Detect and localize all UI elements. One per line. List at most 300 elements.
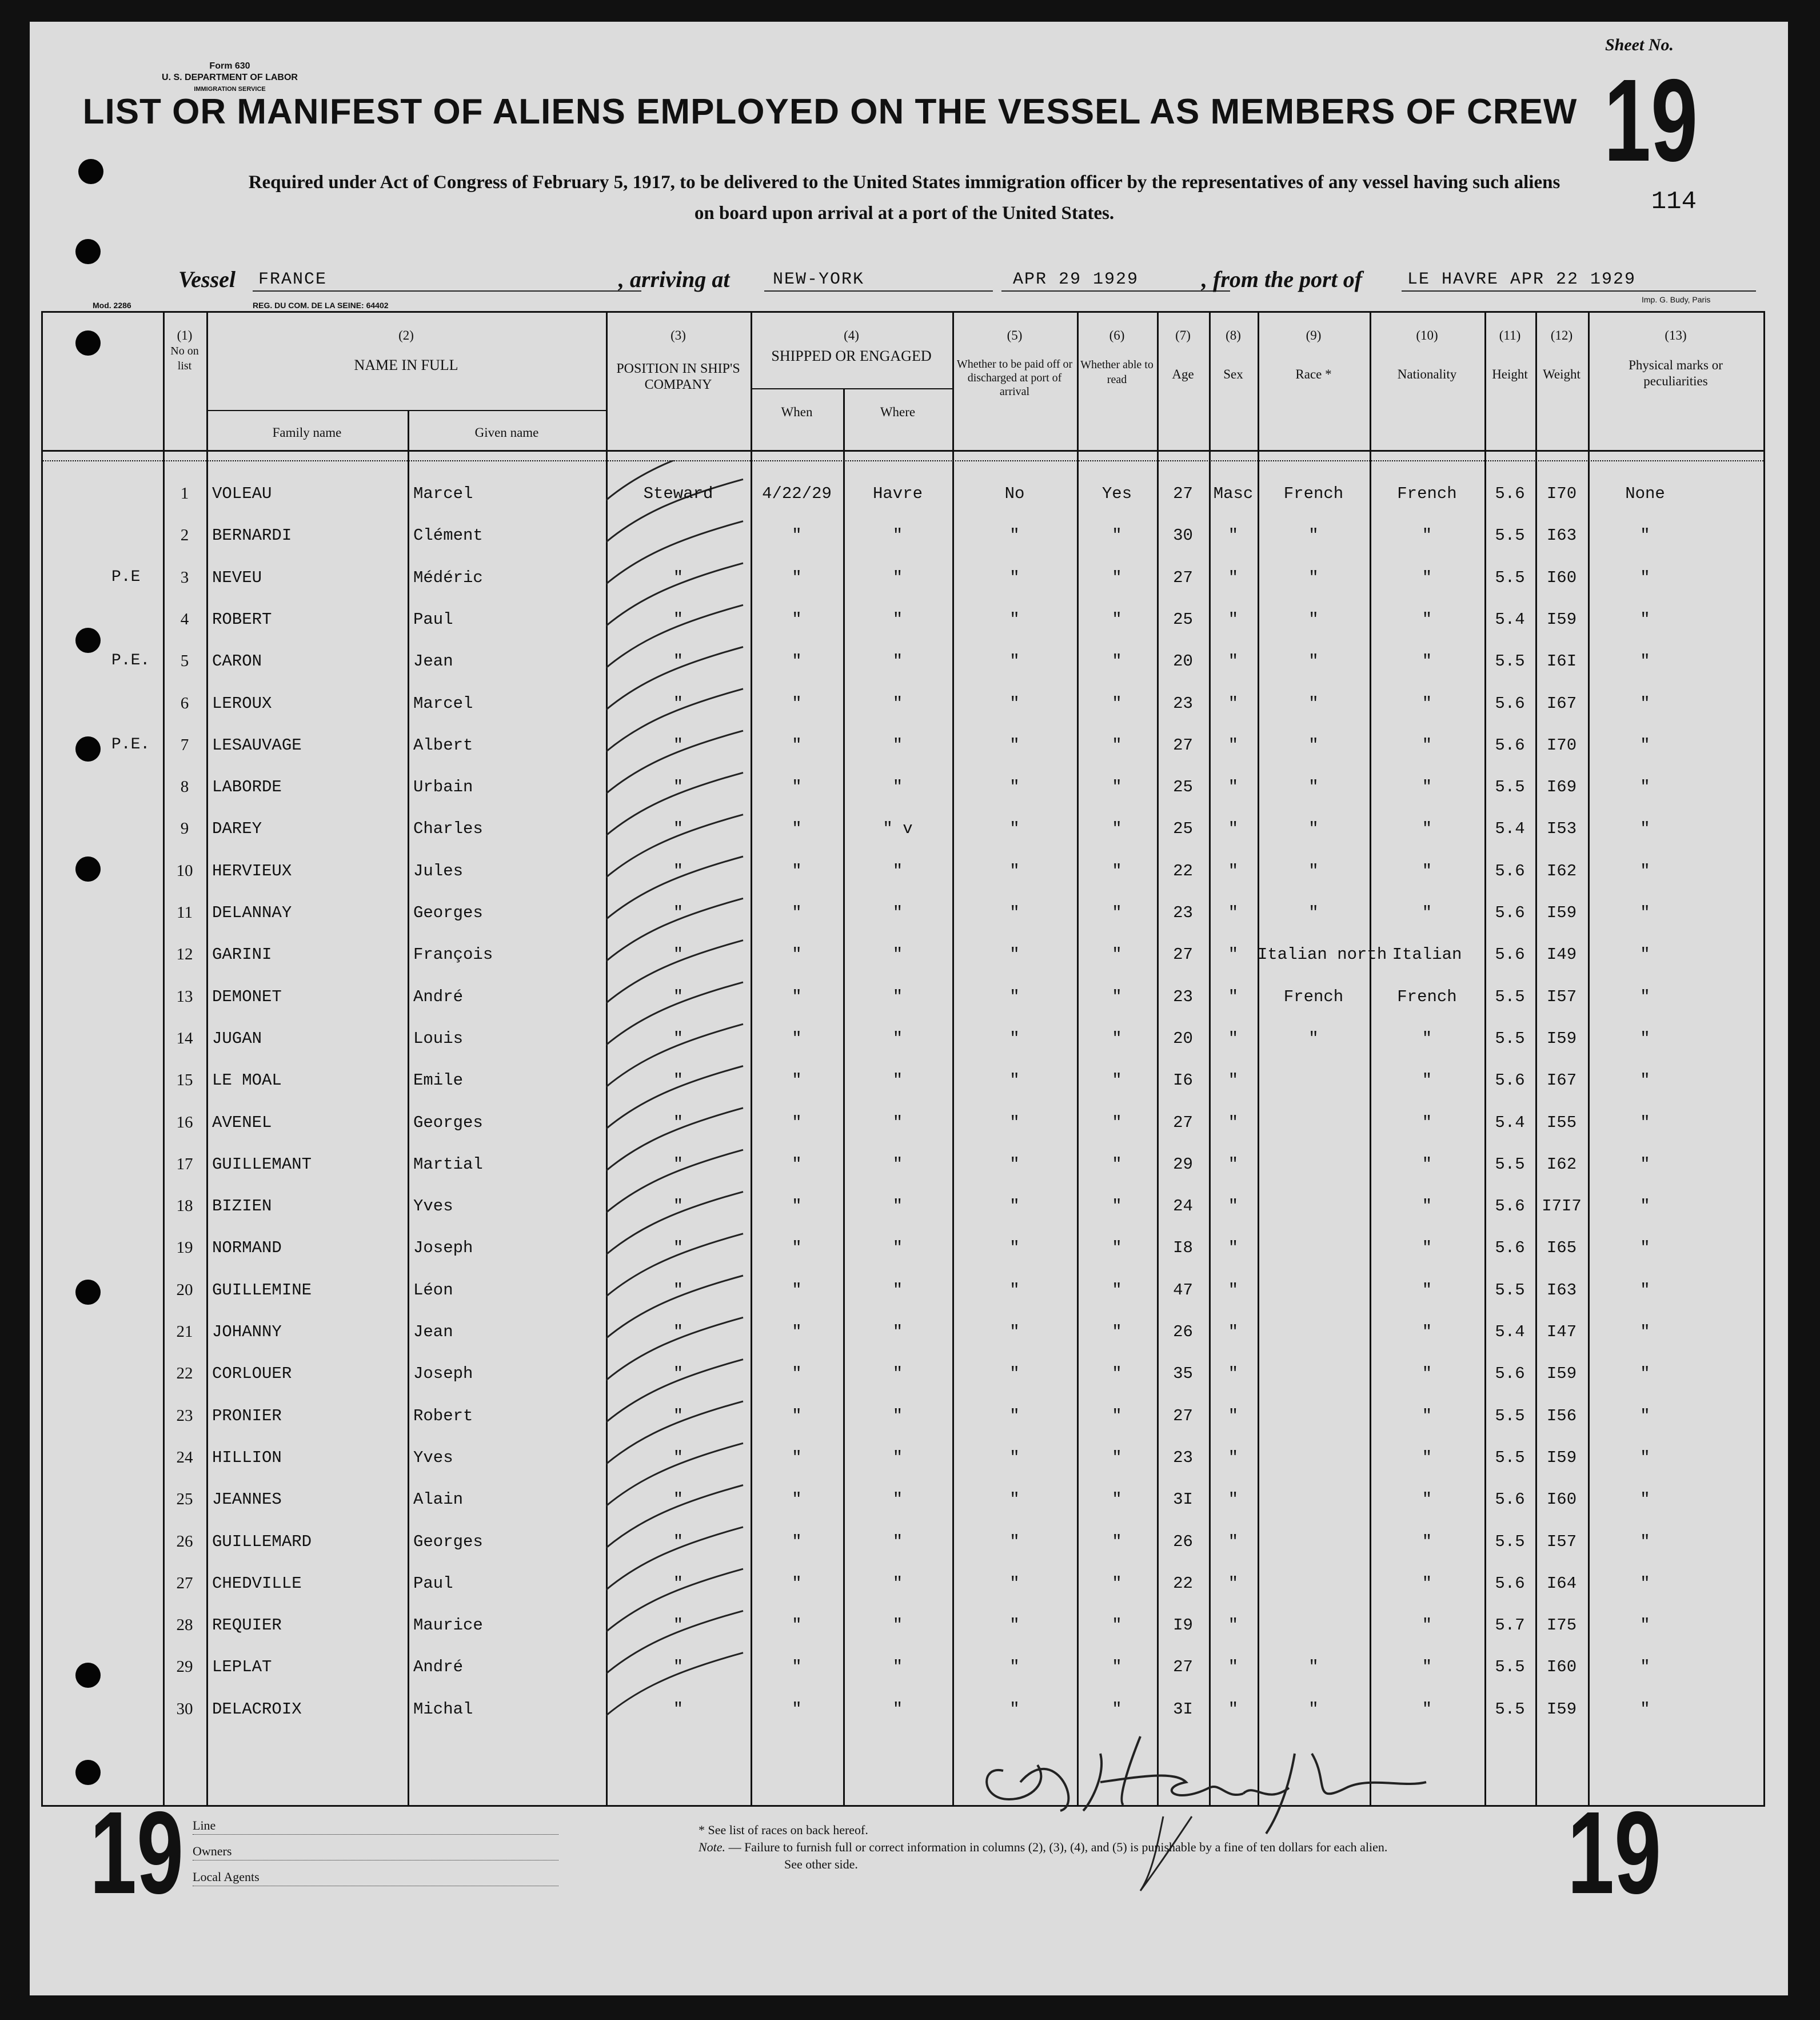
cell-read: " — [1112, 735, 1122, 755]
header-shipped: (4) SHIPPED OR ENGAGED — [771, 328, 932, 364]
cell-position: " — [673, 1113, 684, 1132]
cell-height: 5.6 — [1495, 1071, 1525, 1090]
cell-position: " — [673, 1490, 684, 1509]
cell-height: 5.6 — [1495, 945, 1525, 965]
cell-sex: " — [1228, 609, 1239, 629]
cell-where: " — [892, 1029, 903, 1048]
cell-height: 5.6 — [1495, 1364, 1525, 1384]
cell-read: " — [1112, 1197, 1122, 1216]
cell-given: Robert — [413, 1406, 473, 1425]
cell-given: Yves — [413, 1197, 453, 1216]
cell-nationality: French — [1397, 987, 1457, 1006]
cell-given: Georges — [413, 903, 483, 922]
cell-when: " — [792, 735, 802, 755]
cell-no: 18 — [176, 1197, 193, 1216]
cell-race: " — [1308, 819, 1319, 839]
cell-age: 24 — [1173, 1197, 1193, 1216]
cell-paid: " — [1009, 903, 1020, 922]
cell-where: " — [892, 1699, 903, 1719]
cell-nationality: " — [1422, 609, 1432, 629]
cell-age: 35 — [1173, 1364, 1193, 1384]
cell-given: Jean — [413, 652, 453, 671]
departure-port: LE HAVRE — [1407, 270, 1499, 289]
cell-no: 14 — [176, 1029, 193, 1047]
cell-given: Marcel — [413, 694, 473, 713]
cell-where: " — [892, 1406, 903, 1425]
cell-sex: " — [1228, 778, 1239, 797]
cell-weight: I53 — [1546, 819, 1577, 839]
cell-position: " — [673, 694, 684, 713]
cell-no: 2 — [180, 526, 189, 545]
cell-where: Havre — [872, 484, 923, 503]
cell-family: JUGAN — [212, 1029, 262, 1048]
cell-given: Martial — [413, 1154, 483, 1174]
cell-paid: " — [1009, 735, 1020, 755]
cell-marks: " — [1640, 568, 1650, 587]
cell-family: JOHANNY — [212, 1322, 282, 1341]
cell-paid: " — [1009, 1197, 1020, 1216]
cell-when: " — [792, 652, 802, 671]
cell-read: " — [1112, 1364, 1122, 1384]
cell-paid: " — [1009, 1573, 1020, 1593]
cell-age: I6 — [1173, 1071, 1193, 1090]
cell-height: 5.5 — [1495, 568, 1525, 587]
cell-paid: " — [1009, 1071, 1020, 1090]
cell-when: " — [792, 1364, 802, 1384]
header-position: (3) POSITION IN SHIP'S COMPANY — [616, 328, 740, 392]
cell-weight: I56 — [1546, 1406, 1577, 1425]
cell-read: " — [1112, 609, 1122, 629]
cell-nationality: French — [1397, 484, 1457, 503]
cell-given: Marcel — [413, 484, 473, 503]
requirement-line-1: Required under Act of Congress of February 5, 1917, to be delivered to the United States immigration officer by the representatives of any vessel having such aliens — [248, 172, 1560, 193]
cell-weight: I65 — [1546, 1238, 1577, 1258]
header-sex: (8) Sex — [1223, 328, 1243, 381]
cell-race: Italian north — [1258, 945, 1387, 965]
cell-when: " — [792, 1699, 802, 1719]
cell-position: " — [673, 1406, 684, 1425]
cell-weight: I49 — [1546, 945, 1577, 965]
header-height: (11) Height — [1492, 328, 1528, 381]
cell-height: 5.4 — [1495, 819, 1525, 839]
cell-read: " — [1112, 652, 1122, 671]
cell-age: 25 — [1173, 778, 1193, 797]
cell-marks: " — [1640, 1071, 1650, 1090]
cell-age: 47 — [1173, 1280, 1193, 1300]
cell-family: LEPLAT — [212, 1658, 272, 1677]
cell-where: " — [892, 1238, 903, 1258]
cell-where: " v — [883, 819, 913, 839]
cell-given: Clément — [413, 526, 483, 545]
cell-no: 15 — [176, 1071, 193, 1090]
cell-height: 5.6 — [1495, 694, 1525, 713]
cell-position: " — [673, 1197, 684, 1216]
cell-sex: " — [1228, 1364, 1239, 1384]
cell-no: 12 — [176, 945, 193, 964]
cell-sex: " — [1228, 1616, 1239, 1635]
cell-weight: I6I — [1546, 652, 1577, 671]
cell-height: 5.6 — [1495, 735, 1525, 755]
cell-nationality: " — [1422, 1658, 1432, 1677]
cell-given: François — [413, 945, 493, 965]
header-race: (9) Race * — [1295, 328, 1332, 381]
cell-age: 27 — [1173, 735, 1193, 755]
cell-height: 5.7 — [1495, 1616, 1525, 1635]
cell-nationality: " — [1422, 1364, 1432, 1384]
cell-position: " — [673, 819, 684, 839]
cell-where: " — [892, 526, 903, 545]
cell-height: 5.5 — [1495, 1406, 1525, 1425]
service: IMMIGRATION SERVICE — [194, 86, 266, 93]
cell-when: " — [792, 1280, 802, 1300]
cell-where: " — [892, 1071, 903, 1090]
cell-nationality: " — [1422, 903, 1432, 922]
cell-position: " — [673, 1322, 684, 1341]
cell-where: " — [892, 903, 903, 922]
cell-where: " — [892, 1197, 903, 1216]
cell-sex: " — [1228, 1658, 1239, 1677]
cell-no: 10 — [176, 861, 193, 880]
cell-age: 20 — [1173, 1029, 1193, 1048]
cell-nationality: " — [1422, 1113, 1432, 1132]
cell-nationality: " — [1422, 1448, 1432, 1467]
cell-position: " — [673, 652, 684, 671]
cell-no: 16 — [176, 1113, 193, 1131]
cell-read: " — [1112, 819, 1122, 839]
cell-weight: I62 — [1546, 861, 1577, 880]
cell-age: I8 — [1173, 1238, 1193, 1258]
cell-no: 8 — [180, 778, 189, 796]
cell-position: " — [673, 1573, 684, 1593]
cell-marks: " — [1640, 694, 1650, 713]
cell-when: " — [792, 819, 802, 839]
cell-age: 27 — [1173, 945, 1193, 965]
header-nationality: (10) Nationality — [1397, 328, 1457, 381]
cell-nationality: " — [1422, 1573, 1432, 1593]
cell-sex: " — [1228, 1322, 1239, 1341]
cell-no: 24 — [176, 1448, 193, 1467]
manifest-page — [30, 22, 1788, 1995]
cell-sex: " — [1228, 945, 1239, 965]
penalty-note: Note. — Failure to furnish full or correct information in columns (2), (3), (4), and (5) is punishable by a fine of ten dollars for each alien. — [699, 1840, 1388, 1854]
cell-weight: I63 — [1546, 1280, 1577, 1300]
cell-given: Maurice — [413, 1616, 483, 1635]
cell-given: Emile — [413, 1071, 464, 1090]
cell-family: VOLEAU — [212, 484, 272, 503]
cell-sex: " — [1228, 1029, 1239, 1048]
cell-weight: I69 — [1546, 778, 1577, 797]
cell-sex: " — [1228, 652, 1239, 671]
cell-age: 27 — [1173, 1658, 1193, 1677]
cell-paid: " — [1009, 1448, 1020, 1467]
cell-position: " — [673, 861, 684, 880]
departure-date: APR 22 1929 — [1510, 270, 1637, 289]
cell-read: " — [1112, 1616, 1122, 1635]
cell-weight: I59 — [1546, 1364, 1577, 1384]
cell-height: 5.5 — [1495, 1280, 1525, 1300]
sheet-number: 19 — [1604, 55, 1698, 186]
cell-race: " — [1308, 694, 1319, 713]
requirement-text — [133, 167, 1676, 229]
cell-where: " — [892, 694, 903, 713]
cell-family: AVENEL — [212, 1113, 272, 1132]
cell-marks: " — [1640, 1029, 1650, 1048]
cell-race: " — [1308, 609, 1319, 629]
cell-where: " — [892, 1322, 903, 1341]
cell-height: 5.5 — [1495, 652, 1525, 671]
cell-read: " — [1112, 1154, 1122, 1174]
cell-position: " — [673, 1280, 684, 1300]
cell-height: 5.4 — [1495, 1322, 1525, 1341]
cell-when: " — [792, 1238, 802, 1258]
cell-given: Michal — [413, 1699, 473, 1719]
cell-weight: I57 — [1546, 987, 1577, 1006]
cell-when: " — [792, 1406, 802, 1425]
cell-race: " — [1308, 778, 1319, 797]
owner-fields — [193, 1817, 604, 1886]
cell-no: 7 — [180, 735, 189, 754]
cell-race: " — [1308, 1029, 1319, 1048]
cell-marks: " — [1640, 526, 1650, 545]
cell-position: " — [673, 987, 684, 1006]
cell-marks: " — [1640, 1364, 1650, 1384]
cell-family: PRONIER — [212, 1406, 282, 1425]
cell-weight: I67 — [1546, 1071, 1577, 1090]
cell-paid: " — [1009, 694, 1020, 713]
cell-read: " — [1112, 778, 1122, 797]
cell-sex: " — [1228, 1573, 1239, 1593]
cell-paid: " — [1009, 1238, 1020, 1258]
cell-marks: " — [1640, 1532, 1650, 1551]
cell-family: DELANNAY — [212, 903, 292, 922]
cell-family: HILLION — [212, 1448, 282, 1467]
cell-age: 30 — [1173, 526, 1193, 545]
cell-nationality: " — [1422, 1154, 1432, 1174]
cell-paid: " — [1009, 1490, 1020, 1509]
cell-when: " — [792, 694, 802, 713]
cell-height: 5.6 — [1495, 861, 1525, 880]
cell-sex: " — [1228, 1238, 1239, 1258]
cell-age: 23 — [1173, 987, 1193, 1006]
sheet-label: Sheet No. — [1605, 35, 1674, 54]
cell-where: " — [892, 1490, 903, 1509]
cell-family: BIZIEN — [212, 1197, 272, 1216]
races-note: * See list of races on back hereof. — [699, 1823, 868, 1837]
arriving-label: , arriving at — [618, 266, 730, 292]
cell-marks: " — [1640, 987, 1650, 1006]
cell-age: 22 — [1173, 1573, 1193, 1593]
cell-marks: " — [1640, 1406, 1650, 1425]
cell-no: 25 — [176, 1490, 193, 1509]
cell-when: " — [792, 1573, 802, 1593]
cell-nationality: " — [1422, 1071, 1432, 1090]
cell-given: Urbain — [413, 778, 473, 797]
cell-nationality: " — [1422, 568, 1432, 587]
cell-nationality: Italian — [1392, 945, 1462, 965]
cell-family: ROBERT — [212, 609, 272, 629]
cell-given: Joseph — [413, 1238, 473, 1258]
cell-height: 5.5 — [1495, 1448, 1525, 1467]
cell-marks: " — [1640, 1197, 1650, 1216]
cell-no: 29 — [176, 1658, 193, 1676]
printer-credit: Imp. G. Budy, Paris — [1642, 295, 1711, 304]
cell-marks: " — [1640, 1113, 1650, 1132]
cell-position: " — [673, 1029, 684, 1048]
sheet-number-bottom-left: 19 — [90, 1787, 184, 1918]
cell-marks: " — [1640, 903, 1650, 922]
cell-when: " — [792, 945, 802, 965]
cell-read: " — [1112, 1573, 1122, 1593]
arrival-port: NEW-YORK — [773, 270, 865, 289]
cell-marks: " — [1640, 1699, 1650, 1719]
cell-marks: " — [1640, 778, 1650, 797]
cell-no: 26 — [176, 1532, 193, 1551]
cell-nationality: " — [1422, 1406, 1432, 1425]
cell-marks: " — [1640, 1322, 1650, 1341]
cell-given: Yves — [413, 1448, 453, 1467]
cell-position: " — [673, 945, 684, 965]
from-port-label: , from the port of — [1202, 266, 1363, 292]
margin-note: P.E. — [111, 652, 150, 670]
cell-family: CORLOUER — [212, 1364, 292, 1384]
cell-race: " — [1308, 861, 1319, 880]
cell-position: " — [673, 1071, 684, 1090]
cell-where: " — [892, 1616, 903, 1635]
cell-nationality: " — [1422, 861, 1432, 880]
cell-no: 22 — [176, 1364, 193, 1383]
cell-nationality: " — [1422, 1616, 1432, 1635]
cell-given: Albert — [413, 735, 473, 755]
cell-where: " — [892, 987, 903, 1006]
cell-paid: " — [1009, 1322, 1020, 1341]
sheet-number-bottom-right: 19 — [1567, 1787, 1662, 1918]
cell-sex: " — [1228, 1448, 1239, 1467]
cell-given: Georges — [413, 1532, 483, 1551]
cell-where: " — [892, 735, 903, 755]
cell-paid: " — [1009, 945, 1020, 965]
cell-read: " — [1112, 1113, 1122, 1132]
cell-given: Alain — [413, 1490, 464, 1509]
local-agents-field: Local Agents — [193, 1868, 558, 1886]
cell-position: " — [673, 735, 684, 755]
cell-family: LE MOAL — [212, 1071, 282, 1090]
cell-when: " — [792, 609, 802, 629]
cell-weight: I60 — [1546, 1658, 1577, 1677]
cell-weight: I59 — [1546, 1029, 1577, 1048]
cell-marks: " — [1640, 1154, 1650, 1174]
cell-race: French — [1283, 987, 1344, 1006]
arrival-date: APR 29 1929 — [1013, 270, 1139, 289]
cell-read: " — [1112, 987, 1122, 1006]
cell-no: 5 — [180, 652, 189, 671]
cell-position: " — [673, 903, 684, 922]
cell-given: Léon — [413, 1280, 453, 1300]
cell-paid: " — [1009, 1364, 1020, 1384]
cell-marks: " — [1640, 1448, 1650, 1467]
cell-marks: " — [1640, 735, 1650, 755]
cell-nationality: " — [1422, 526, 1432, 545]
cell-age: 27 — [1173, 568, 1193, 587]
cell-weight: I70 — [1546, 484, 1577, 503]
cell-sex: " — [1228, 1699, 1239, 1719]
cell-height: 5.6 — [1495, 1197, 1525, 1216]
cell-sex: " — [1228, 1113, 1239, 1132]
cell-no: 1 — [180, 484, 189, 503]
cell-where: " — [892, 1573, 903, 1593]
cell-where: " — [892, 1532, 903, 1551]
cell-when: " — [792, 568, 802, 587]
cell-nationality: " — [1422, 1322, 1432, 1341]
cell-read: " — [1112, 1448, 1122, 1467]
cell-age: 25 — [1173, 609, 1193, 629]
cell-sex: " — [1228, 694, 1239, 713]
cell-height: 5.5 — [1495, 1532, 1525, 1551]
cell-paid: " — [1009, 1658, 1020, 1677]
cell-when: " — [792, 526, 802, 545]
cell-family: DELACROIX — [212, 1699, 302, 1719]
header-read: (6) Whether able to read — [1080, 328, 1154, 386]
cell-height: 5.6 — [1495, 1238, 1525, 1258]
cell-paid: " — [1009, 526, 1020, 545]
cell-position: " — [673, 1364, 684, 1384]
cell-no: 23 — [176, 1406, 193, 1425]
cell-given: Louis — [413, 1029, 464, 1048]
page-title: LIST OR MANIFEST OF ALIENS EMPLOYED ON THE VESSEL AS MEMBERS OF CREW — [82, 92, 1578, 132]
cell-marks: " — [1640, 1616, 1650, 1635]
cell-position: " — [673, 1532, 684, 1551]
cell-sex: " — [1228, 1071, 1239, 1090]
cell-sex: " — [1228, 1197, 1239, 1216]
cell-family: GUILLEMARD — [212, 1532, 312, 1551]
cell-age: 23 — [1173, 1448, 1193, 1467]
cell-read: " — [1112, 1280, 1122, 1300]
cell-nationality: " — [1422, 694, 1432, 713]
cell-weight: I75 — [1546, 1616, 1577, 1635]
cell-paid: " — [1009, 778, 1020, 797]
cell-age: 27 — [1173, 1113, 1193, 1132]
cell-marks: " — [1640, 1280, 1650, 1300]
cell-family: CARON — [212, 652, 262, 671]
cell-age: I9 — [1173, 1616, 1193, 1635]
cell-sex: " — [1228, 526, 1239, 545]
cell-when: " — [792, 1322, 802, 1341]
cell-family: CHEDVILLE — [212, 1573, 302, 1593]
cell-sex: " — [1228, 735, 1239, 755]
cell-no: 27 — [176, 1573, 193, 1592]
vessel-label: Vessel — [178, 266, 236, 292]
cell-age: 20 — [1173, 652, 1193, 671]
cell-family: LEROUX — [212, 694, 272, 713]
cell-age: 3I — [1173, 1699, 1193, 1719]
header-given-name: Given name — [474, 425, 539, 440]
cell-age: 23 — [1173, 903, 1193, 922]
cell-no: 20 — [176, 1280, 193, 1299]
cell-where: " — [892, 1154, 903, 1174]
header-paid-off: (5) Whether to be paid off or discharged at port of arrival — [956, 328, 1073, 398]
cell-sex: " — [1228, 1280, 1239, 1300]
cell-weight: I60 — [1546, 568, 1577, 587]
cell-race: " — [1308, 903, 1319, 922]
cell-position: " — [673, 1448, 684, 1467]
cell-race: " — [1308, 1658, 1319, 1677]
cell-height: 5.5 — [1495, 526, 1525, 545]
cell-where: " — [892, 568, 903, 587]
cell-family: GUILLEMANT — [212, 1154, 312, 1174]
cell-race: " — [1308, 526, 1319, 545]
cell-nationality: " — [1422, 652, 1432, 671]
cell-sex: " — [1228, 1532, 1239, 1551]
cell-where: " — [892, 1448, 903, 1467]
